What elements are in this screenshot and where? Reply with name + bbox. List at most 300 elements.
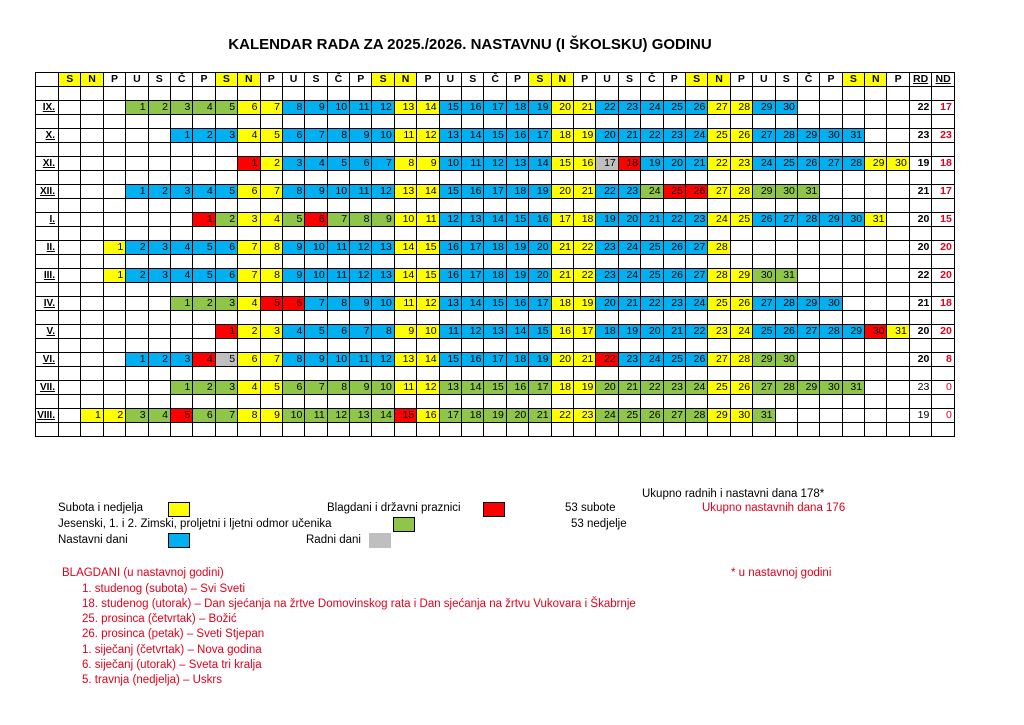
day-cell: 20 — [663, 157, 685, 171]
empty-cell — [820, 339, 842, 353]
day-cell: 18 — [484, 269, 506, 283]
day-cell: 18 — [596, 325, 618, 339]
empty-cell — [148, 143, 170, 157]
day-cell: 3 — [282, 157, 304, 171]
empty-cell — [439, 115, 461, 129]
empty-cell — [417, 283, 439, 297]
empty-cell — [820, 395, 842, 409]
empty-cell — [215, 367, 237, 381]
empty-cell — [865, 227, 887, 241]
empty-cell — [887, 339, 909, 353]
empty-cell — [36, 283, 59, 297]
empty-cell — [417, 87, 439, 101]
empty-cell — [394, 367, 416, 381]
empty-cell — [81, 339, 103, 353]
day-cell: 23 — [618, 353, 640, 367]
day-cell: 7 — [260, 185, 282, 199]
empty-cell — [350, 367, 372, 381]
empty-cell — [820, 241, 842, 255]
month-label: VI. — [36, 353, 59, 367]
month-row — [36, 213, 955, 227]
empty-cell — [103, 367, 125, 381]
empty-cell — [820, 367, 842, 381]
weekday-header: U — [439, 73, 461, 87]
empty-cell — [573, 115, 595, 129]
empty-cell — [305, 283, 327, 297]
day-cell: 24 — [618, 241, 640, 255]
day-cell: 26 — [730, 297, 752, 311]
rd-count: 22 — [909, 101, 932, 115]
day-cell: 2 — [148, 101, 170, 115]
day-cell: 22 — [573, 269, 595, 283]
empty-cell — [820, 115, 842, 129]
empty-cell — [103, 325, 125, 339]
nd-count: 20 — [932, 269, 955, 283]
empty-cell — [215, 87, 237, 101]
empty-cell — [797, 227, 819, 241]
empty-cell — [484, 395, 506, 409]
empty-cell — [193, 171, 215, 185]
empty-cell — [36, 199, 59, 213]
day-cell: 15 — [551, 157, 573, 171]
empty-cell — [730, 227, 752, 241]
day-cell: 15 — [484, 297, 506, 311]
day-cell: 4 — [238, 297, 260, 311]
holidays-title: BLAGDANI (u nastavnoj godini) — [62, 567, 224, 579]
day-cell: 13 — [439, 381, 461, 395]
empty-cell — [775, 255, 797, 269]
empty-cell — [685, 311, 707, 325]
empty-cell — [193, 339, 215, 353]
empty-cell — [730, 311, 752, 325]
day-cell: 10 — [327, 101, 349, 115]
empty-cell — [573, 255, 595, 269]
empty-cell — [148, 423, 170, 437]
day-cell: 16 — [439, 269, 461, 283]
empty-cell — [797, 199, 819, 213]
spacer-row — [36, 227, 955, 241]
empty-cell — [327, 255, 349, 269]
legend-weekend-label: Subota i nedjelja — [58, 502, 144, 514]
month-label: V. — [36, 325, 59, 339]
day-cell: 29 — [708, 409, 730, 423]
month-label: IX. — [36, 101, 59, 115]
empty-cell — [641, 423, 663, 437]
day-cell: 10 — [417, 325, 439, 339]
empty-cell — [170, 87, 192, 101]
day-cell: 7 — [327, 213, 349, 227]
day-cell: 15 — [484, 129, 506, 143]
empty-cell — [573, 199, 595, 213]
empty-cell — [775, 241, 797, 255]
empty-cell — [462, 395, 484, 409]
day-cell: 8 — [260, 241, 282, 255]
day-cell: 2 — [148, 185, 170, 199]
weekday-header: S — [618, 73, 640, 87]
empty-cell — [372, 255, 394, 269]
spacer-row — [36, 423, 955, 437]
day-cell: 22 — [596, 101, 618, 115]
empty-cell — [775, 227, 797, 241]
empty-cell — [842, 255, 864, 269]
empty-cell — [439, 283, 461, 297]
empty-cell — [59, 339, 81, 353]
day-cell: 15 — [439, 185, 461, 199]
empty-cell — [282, 339, 304, 353]
empty-cell — [215, 143, 237, 157]
day-cell: 10 — [327, 353, 349, 367]
empty-cell — [81, 395, 103, 409]
empty-cell — [439, 255, 461, 269]
day-cell: 28 — [730, 185, 752, 199]
day-cell: 21 — [618, 129, 640, 143]
empty-cell — [327, 423, 349, 437]
month-row — [36, 157, 955, 171]
empty-cell — [932, 199, 955, 213]
day-cell: 26 — [641, 409, 663, 423]
empty-cell — [103, 157, 125, 171]
weekday-header: U — [282, 73, 304, 87]
empty-cell — [59, 227, 81, 241]
day-cell: 3 — [170, 185, 192, 199]
empty-cell — [215, 395, 237, 409]
empty-cell — [641, 367, 663, 381]
empty-cell — [506, 171, 528, 185]
day-cell: 16 — [551, 325, 573, 339]
day-cell: 11 — [327, 269, 349, 283]
day-cell: 2 — [193, 297, 215, 311]
empty-cell — [350, 339, 372, 353]
day-cell: 27 — [797, 325, 819, 339]
empty-cell — [797, 269, 819, 283]
day-cell: 17 — [462, 269, 484, 283]
day-cell: 9 — [260, 409, 282, 423]
empty-cell — [775, 199, 797, 213]
empty-cell — [305, 255, 327, 269]
empty-cell — [394, 311, 416, 325]
empty-cell — [59, 367, 81, 381]
day-cell: 6 — [282, 297, 304, 311]
day-cell: 12 — [372, 185, 394, 199]
empty-cell — [327, 199, 349, 213]
day-cell: 7 — [305, 129, 327, 143]
corner-cell — [36, 73, 59, 87]
day-cell: 14 — [506, 325, 528, 339]
day-cell: 27 — [663, 409, 685, 423]
holiday-item: 25. prosinca (četvrtak) – Božić — [82, 613, 237, 625]
empty-cell — [932, 339, 955, 353]
day-cell: 8 — [394, 157, 416, 171]
legend-vacation-swatch — [393, 517, 415, 532]
day-cell: 13 — [484, 325, 506, 339]
empty-cell — [372, 143, 394, 157]
empty-cell — [820, 255, 842, 269]
empty-cell — [462, 227, 484, 241]
empty-cell — [797, 423, 819, 437]
day-cell: 23 — [730, 157, 752, 171]
day-cell: 14 — [417, 353, 439, 367]
empty-cell — [439, 339, 461, 353]
empty-cell — [529, 283, 551, 297]
weekday-header: S — [305, 73, 327, 87]
nd-count: 18 — [932, 297, 955, 311]
weekday-header: S — [775, 73, 797, 87]
day-cell: 31 — [865, 213, 887, 227]
empty-cell — [81, 269, 103, 283]
empty-cell — [350, 199, 372, 213]
empty-cell — [215, 311, 237, 325]
empty-cell — [462, 87, 484, 101]
empty-cell — [573, 395, 595, 409]
month-label: VIII. — [36, 409, 59, 423]
day-cell: 14 — [462, 381, 484, 395]
day-cell: 5 — [260, 129, 282, 143]
day-cell: 3 — [260, 325, 282, 339]
empty-cell — [797, 339, 819, 353]
day-cell: 23 — [618, 185, 640, 199]
empty-cell — [394, 87, 416, 101]
empty-cell — [551, 115, 573, 129]
day-cell: 12 — [417, 297, 439, 311]
empty-cell — [148, 325, 170, 339]
month-label: II. — [36, 241, 59, 255]
day-cell: 9 — [417, 157, 439, 171]
empty-cell — [327, 339, 349, 353]
empty-cell — [887, 241, 909, 255]
empty-cell — [685, 395, 707, 409]
empty-cell — [641, 171, 663, 185]
empty-cell — [439, 87, 461, 101]
empty-cell — [529, 339, 551, 353]
empty-cell — [730, 115, 752, 129]
rd-header: RD — [909, 73, 932, 87]
empty-cell — [865, 409, 887, 423]
day-cell: 30 — [865, 325, 887, 339]
empty-cell — [484, 143, 506, 157]
day-cell: 8 — [260, 269, 282, 283]
day-cell: 24 — [708, 213, 730, 227]
empty-cell — [842, 171, 864, 185]
empty-cell — [596, 87, 618, 101]
empty-cell — [618, 171, 640, 185]
empty-cell — [641, 87, 663, 101]
empty-cell — [775, 115, 797, 129]
day-cell: 16 — [506, 381, 528, 395]
rd-count: 20 — [909, 325, 932, 339]
day-cell: 31 — [775, 269, 797, 283]
empty-cell — [305, 311, 327, 325]
empty-cell — [238, 283, 260, 297]
day-cell: 15 — [417, 269, 439, 283]
rd-count: 21 — [909, 297, 932, 311]
empty-cell — [753, 87, 775, 101]
day-cell: 6 — [305, 213, 327, 227]
empty-cell — [618, 367, 640, 381]
spacer-row — [36, 339, 955, 353]
day-cell: 26 — [663, 269, 685, 283]
empty-cell — [596, 339, 618, 353]
day-cell: 22 — [641, 381, 663, 395]
empty-cell — [260, 87, 282, 101]
holiday-item: 6. siječanj (utorak) – Sveta tri kralja — [82, 659, 262, 671]
day-cell: 16 — [573, 157, 595, 171]
empty-cell — [618, 227, 640, 241]
empty-cell — [193, 423, 215, 437]
empty-cell — [148, 255, 170, 269]
empty-cell — [820, 353, 842, 367]
day-cell: 8 — [282, 353, 304, 367]
empty-cell — [551, 171, 573, 185]
nd-count: 8 — [932, 353, 955, 367]
day-cell: 5 — [305, 325, 327, 339]
empty-cell — [103, 185, 125, 199]
empty-cell — [820, 409, 842, 423]
spacer-row — [36, 143, 955, 157]
day-cell: 19 — [529, 101, 551, 115]
day-cell: 22 — [641, 297, 663, 311]
day-cell: 2 — [193, 381, 215, 395]
empty-cell — [573, 171, 595, 185]
empty-cell — [663, 283, 685, 297]
empty-cell — [865, 255, 887, 269]
empty-cell — [618, 339, 640, 353]
day-cell: 30 — [820, 297, 842, 311]
month-row — [36, 241, 955, 255]
empty-cell — [887, 199, 909, 213]
empty-cell — [103, 339, 125, 353]
empty-cell — [484, 199, 506, 213]
empty-cell — [350, 283, 372, 297]
empty-cell — [305, 199, 327, 213]
month-row — [36, 129, 955, 143]
day-cell: 6 — [238, 353, 260, 367]
day-cell: 22 — [596, 353, 618, 367]
spacer-row — [36, 311, 955, 325]
empty-cell — [909, 367, 932, 381]
empty-cell — [327, 115, 349, 129]
empty-cell — [641, 227, 663, 241]
spacer-row — [36, 87, 955, 101]
empty-cell — [193, 199, 215, 213]
empty-cell — [887, 297, 909, 311]
empty-cell — [260, 339, 282, 353]
day-cell: 4 — [238, 129, 260, 143]
day-cell: 23 — [573, 409, 595, 423]
empty-cell — [462, 143, 484, 157]
empty-cell — [103, 283, 125, 297]
empty-cell — [305, 171, 327, 185]
day-cell: 1 — [238, 157, 260, 171]
day-cell: 23 — [663, 381, 685, 395]
empty-cell — [126, 157, 148, 171]
empty-cell — [932, 423, 955, 437]
day-cell: 19 — [529, 185, 551, 199]
empty-cell — [305, 87, 327, 101]
empty-cell — [36, 255, 59, 269]
spacer-row — [36, 255, 955, 269]
empty-cell — [842, 185, 864, 199]
empty-cell — [887, 353, 909, 367]
empty-cell — [238, 311, 260, 325]
day-cell: 25 — [618, 409, 640, 423]
day-cell: 6 — [327, 325, 349, 339]
weekday-header: U — [753, 73, 775, 87]
day-cell: 3 — [170, 101, 192, 115]
empty-cell — [394, 339, 416, 353]
empty-cell — [372, 115, 394, 129]
day-cell: 8 — [327, 297, 349, 311]
empty-cell — [909, 171, 932, 185]
empty-cell — [59, 353, 81, 367]
empty-cell — [730, 283, 752, 297]
empty-cell — [887, 395, 909, 409]
spacer-row — [36, 283, 955, 297]
empty-cell — [59, 241, 81, 255]
empty-cell — [126, 129, 148, 143]
empty-cell — [215, 283, 237, 297]
empty-cell — [126, 395, 148, 409]
weekday-header: S — [842, 73, 864, 87]
empty-cell — [529, 255, 551, 269]
empty-cell — [932, 87, 955, 101]
day-cell: 13 — [506, 157, 528, 171]
empty-cell — [462, 311, 484, 325]
day-cell: 11 — [350, 353, 372, 367]
day-cell: 1 — [170, 129, 192, 143]
rd-count: 23 — [909, 129, 932, 143]
empty-cell — [865, 297, 887, 311]
day-cell: 27 — [775, 213, 797, 227]
day-cell: 15 — [484, 381, 506, 395]
empty-cell — [103, 423, 125, 437]
empty-cell — [81, 311, 103, 325]
empty-cell — [59, 213, 81, 227]
empty-cell — [596, 395, 618, 409]
empty-cell — [797, 171, 819, 185]
empty-cell — [909, 199, 932, 213]
day-cell: 17 — [529, 381, 551, 395]
day-cell: 31 — [753, 409, 775, 423]
day-cell: 25 — [708, 381, 730, 395]
empty-cell — [170, 157, 192, 171]
day-cell: 15 — [506, 213, 528, 227]
day-cell: 18 — [618, 157, 640, 171]
empty-cell — [573, 423, 595, 437]
empty-cell — [170, 423, 192, 437]
day-cell: 1 — [170, 297, 192, 311]
empty-cell — [126, 339, 148, 353]
day-cell: 1 — [81, 409, 103, 423]
month-row — [36, 353, 955, 367]
legend-holiday-swatch — [483, 502, 505, 517]
empty-cell — [282, 87, 304, 101]
empty-cell — [596, 171, 618, 185]
empty-cell — [126, 171, 148, 185]
rd-count: 19 — [909, 157, 932, 171]
empty-cell — [685, 87, 707, 101]
day-cell: 10 — [372, 381, 394, 395]
empty-cell — [842, 101, 864, 115]
empty-cell — [506, 395, 528, 409]
day-cell: 24 — [596, 409, 618, 423]
empty-cell — [865, 395, 887, 409]
day-cell: 29 — [753, 101, 775, 115]
empty-cell — [103, 143, 125, 157]
spacer-row — [36, 115, 955, 129]
day-cell: 7 — [305, 297, 327, 311]
empty-cell — [865, 283, 887, 297]
empty-cell — [932, 255, 955, 269]
